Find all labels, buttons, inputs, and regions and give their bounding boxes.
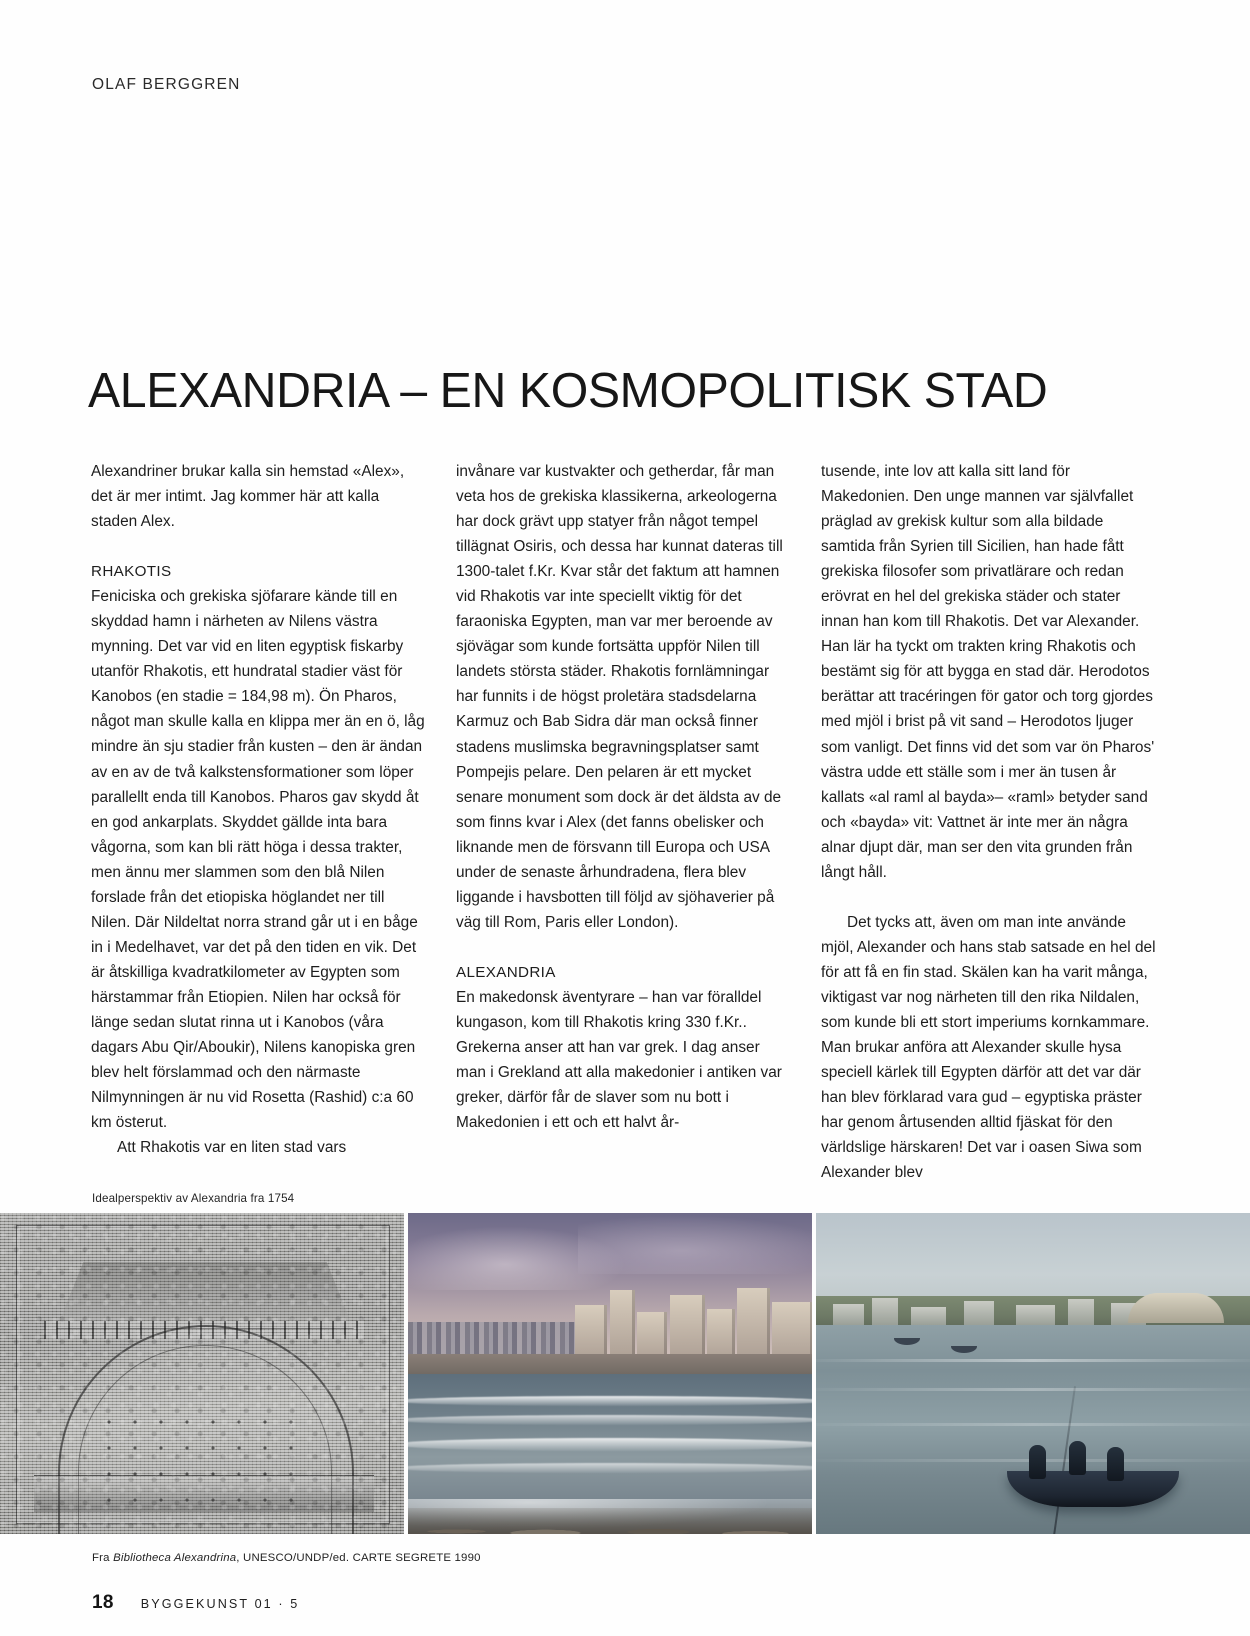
- text-column-3: [821, 459, 1158, 1185]
- sea: [816, 1325, 1250, 1534]
- domed-building: [1128, 1293, 1224, 1323]
- paragraph: tusende, inte lov att kalla sitt land för Makedonien. Den unge mannen var självfallet präglad av grekisk kultur som alla bildade samtida från Syrien till Sicilien, han hade fått grekiska filosofer som privatlärare och redan erövrat en hel del grekiska städer och stater innan han kom till Rhakotis. Det var Alexander. Han lär ha tyckt om trakten kring Rhakotis och bestämt sig för att bygga en stad där. Herodotos berättar att tracéringen för gator och torg gjordes med mjöl i brist på vit sand – Herodotos ljuger som vanligt. Det finns vid det som var ön Pharos' västra udde ett ställe som i mer än tusen år kallats «al raml al bayda»– «raml» betyder sand och «bayda» vit: Vattnet är inte mer än några alnar djupt där, man ser den vita grunden från långt håll.: [821, 463, 1155, 881]
- seafront-scene: [408, 1213, 812, 1534]
- lead-paragraph: Alexandriner brukar kalla sin hemstad «Alex», det är mer intimt. Jag kommer här att kalla staden Alex.: [91, 463, 405, 531]
- caption-source-title: Bibliotheca Alexandrina: [113, 1552, 237, 1564]
- text-column-2: [456, 459, 793, 1185]
- fisherman: [1069, 1441, 1086, 1475]
- caption-prefix: Fra: [92, 1552, 114, 1564]
- article-body: [91, 459, 1159, 1185]
- page-number: 18: [92, 1592, 114, 1613]
- fisherman: [1029, 1445, 1046, 1479]
- fisherman: [1107, 1447, 1124, 1481]
- sea: [408, 1374, 812, 1535]
- section-heading-rhakotis: RHAKOTIS: [91, 563, 172, 581]
- article-title: ALEXANDRIA – EN KOSMOPOLITISK STAD: [88, 363, 1048, 418]
- figure-caption-top: Idealperspektiv av Alexandria fra 1754: [92, 1192, 295, 1205]
- publication-name: BYGGEKUNST 01 · 5: [140, 1597, 300, 1611]
- image-band: [0, 1213, 1250, 1534]
- running-head-author: OLAF BERGGREN: [92, 76, 241, 93]
- section-heading-alexandria: ALEXANDRIA: [456, 963, 556, 981]
- figure-caption-bottom: [92, 1552, 481, 1564]
- page-footer: [92, 1592, 299, 1614]
- photo-alexandria-seafront: [408, 1213, 812, 1534]
- paragraph: Feniciska och grekiska sjöfarare kände till en skyddad hamn i närheten av Nilens västra mynning. Det var vid en liten egyptisk fiskarby utanför Rhakotis, ett hundratal stadier väst för Kanobos (en stadie = 184,98 m). Ön Pharos, något man skulle kalla en klippa mer än en ö, låg mindre än sju stadier från kusten – den är ändan av en av de två kalkstensformationer som löper parallellt enda till Kanobos. Pharos gav skydd åt en god ankarplats. Skyddet gällde inta bara vågorna, som kan bli rätt höga i dessa trakter, men ännu mer slammen som den blå Nilen forslade från det etiopiska höglandet ner till Nilen. Där Nildeltat norra strand går ut i en båge in i Medelhavet, var det på den tiden en vik. Det är åtskilliga kvadratkilometer av Egypten som härstammar från Etiopien. Nilen har också för länge sedan slutat rinna ut i Kanobos (våra dagars Abu Qir/Aboukir), Nilens kanopiska gren blev helt förslammad och den närmaste Nilmynningen är nu vid Rosetta (Rashid) c:a 60 km österut.: [91, 588, 425, 1132]
- fishing-boat: [1007, 1471, 1179, 1507]
- fishing-scene: [816, 1213, 1250, 1534]
- paragraph: Att Rhakotis var en liten stad vars: [117, 1139, 347, 1157]
- rocks: [408, 1508, 812, 1534]
- engraving-grain: [0, 1213, 404, 1534]
- engraving-surface: [0, 1213, 404, 1534]
- cloud: [578, 1216, 812, 1274]
- photo-fishermen-boat: [816, 1213, 1250, 1534]
- engraving-alexandria-ideal-perspective: [0, 1213, 404, 1534]
- distant-boat: [894, 1338, 920, 1345]
- caption-suffix: , UNESCO/UNDP/ed. CARTE SEGRETE 1990: [236, 1552, 481, 1564]
- text-column-1: [91, 459, 428, 1185]
- paragraph: Det tycks att, även om man inte använde mjöl, Alexander och hans stab satsade en hel del för att få en fin stad. Skälen kan ha varit många, viktigast var nog närheten till den rika Nildalen, som kunde bli ett stort imperiums kornkammare. Man brukar anföra att Alexander skulle hysa speciell kärlek till Egypten därför att det var där han blev förklarad vara gud – egyptiska präster har genom årtusenden alltid fjäskat för den världslige härskaren! Det var i oasen Siwa som Alexander blev: [821, 913, 1156, 1182]
- paragraph: invånare var kustvakter och getherdar, får man veta hos de grekiska klassikerna, arkeologerna har dock grävt upp statyer från något tempel tillägnat Osiris, och dessa har kunnat dateras till 1300-talet f.Kr. Kvar står det faktum att hamnen vid Rhakotis var inte speciellt viktig för det faraoniska Egypten, man var mer beroende av sjövägar som kunde fortsätta uppför Nilen till landets största städer. Rhakotis fornlämningar har funnits i de högst proletära stadsdelarna Karmuz och Bab Sidra där man också finner stadens muslimska begravningsplatser samt Pompejis pelare. Den pelaren är ett mycket senare monument som dock är det äldsta av de som finns kvar i Alex (det fanns obelisker och liknande men de försvann till Europa och USA under de senaste århundradena, flera blev liggande i havsbotten till följd av sjöhaverier på väg till Rom, Paris eller London).: [456, 463, 783, 931]
- distant-boat: [951, 1346, 977, 1353]
- paragraph: En makedonsk äventyrare – han var föralldel kungason, kom till Rhakotis kring 330 f.Kr.. Grekerna anser att han var grek. I dag anser man i Grekland att alla makedonier i antiken var greker, därför får de slaver som nu bott i Makedonien i ett och ett halvt år-: [456, 988, 782, 1132]
